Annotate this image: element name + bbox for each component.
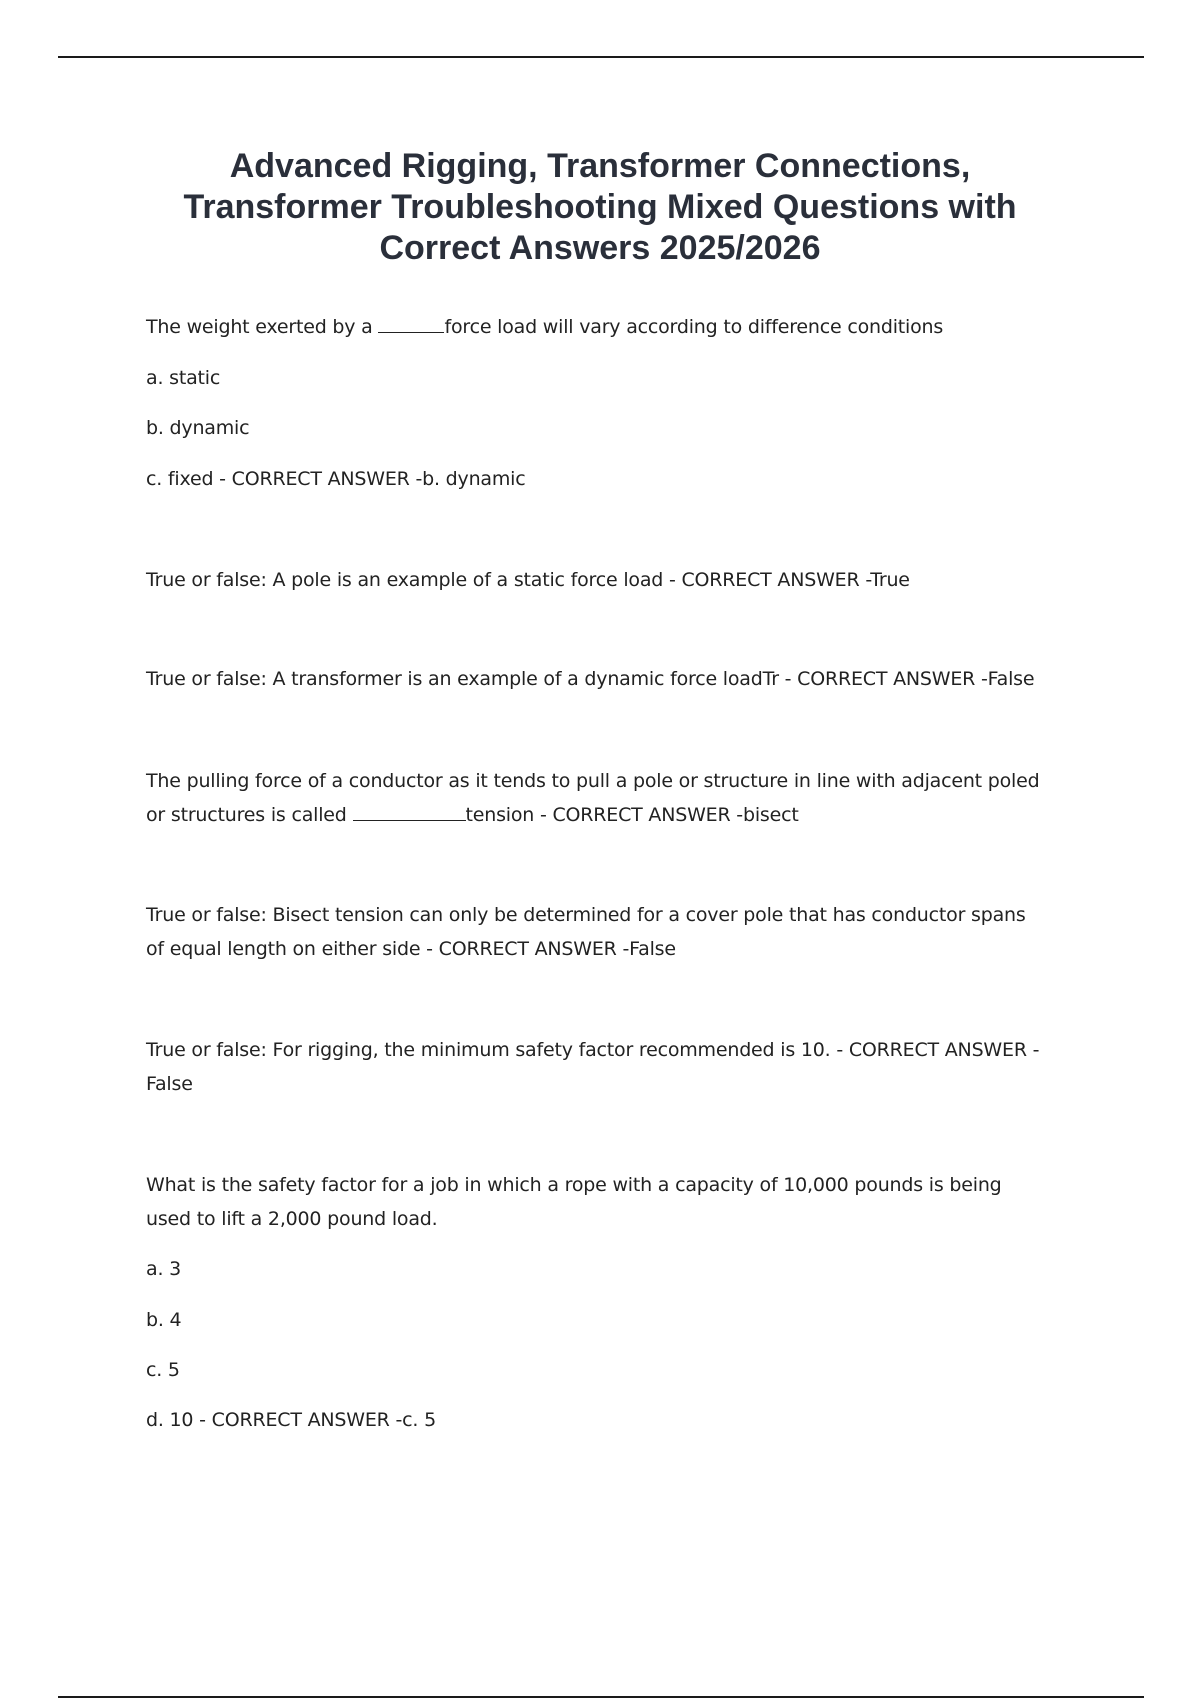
- question-4-suffix: tension - CORRECT ANSWER -bisect: [465, 804, 799, 826]
- question-5-line-2: of equal length on either side - CORRECT ANSWER -False: [146, 938, 676, 960]
- fill-in-blank: [353, 819, 466, 821]
- question-4-prefix: or structures is called: [146, 804, 353, 826]
- fill-in-blank: [378, 331, 444, 333]
- bottom-rule: [58, 1696, 1144, 1698]
- title-line-2: Transformer Troubleshooting Mixed Questions with: [183, 188, 1017, 226]
- option-a: a. static: [146, 367, 221, 389]
- question-2: True or false: A pole is an example of a static force load - CORRECT ANSWER -True: [146, 569, 910, 591]
- top-rule: [58, 56, 1144, 58]
- title-line-1: Advanced Rigging, Transformer Connections,: [229, 147, 971, 185]
- question-7-line-2: used to lift a 2,000 pound load.: [146, 1208, 438, 1230]
- question-1-prefix: The weight exerted by a: [146, 316, 379, 338]
- question-5-line-1: True or false: Bisect tension can only be determined for a cover pole that has conductor spans: [146, 904, 1026, 926]
- question-6-line-2: False: [146, 1073, 193, 1095]
- option-b: b. dynamic: [146, 417, 250, 439]
- question-3: True or false: A transformer is an example of a dynamic force loadTr - CORRECT ANSWER -False: [146, 668, 1035, 690]
- option-a: a. 3: [146, 1258, 182, 1280]
- question-6-line-1: True or false: For rigging, the minimum safety factor recommended is 10. - CORRECT ANSWER -: [146, 1039, 1040, 1061]
- option-b: b. 4: [146, 1309, 182, 1331]
- question-4-line-2: [146, 798, 1091, 832]
- option-c-answer: c. fixed - CORRECT ANSWER -b. dynamic: [146, 468, 526, 490]
- option-d-answer: d. 10 - CORRECT ANSWER -c. 5: [146, 1409, 436, 1431]
- page-title: [120, 146, 1080, 269]
- question-1: [146, 310, 1091, 344]
- title-line-3: Correct Answers 2025/2026: [379, 229, 821, 267]
- option-c: c. 5: [146, 1359, 180, 1381]
- question-7-line-1: What is the safety factor for a job in which a rope with a capacity of 10,000 pounds is being: [146, 1174, 1002, 1196]
- question-1-suffix: force load will vary according to difference conditions: [444, 316, 944, 338]
- question-4-line-1: The pulling force of a conductor as it tends to pull a pole or structure in line with adjacent poled: [146, 770, 1040, 792]
